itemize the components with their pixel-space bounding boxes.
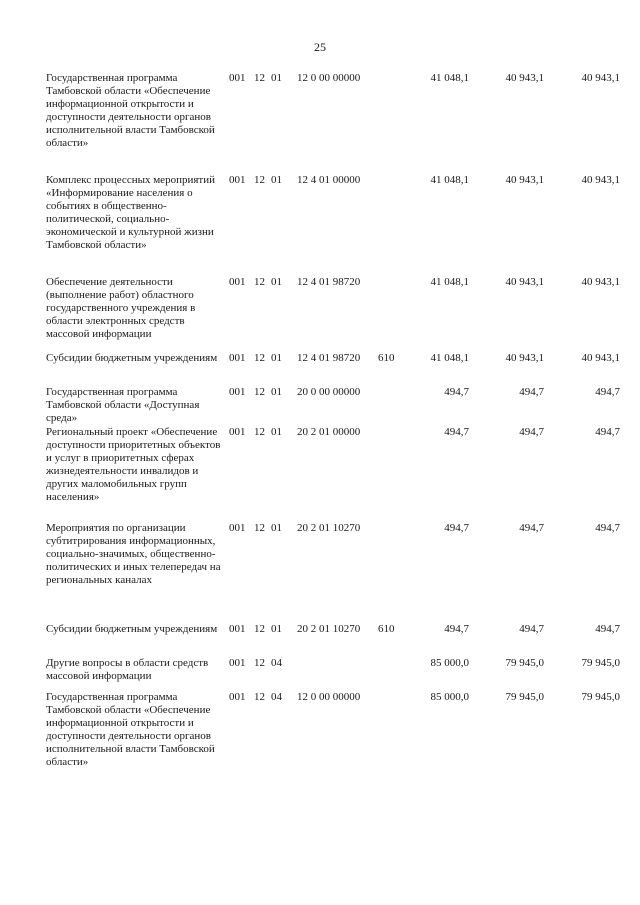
page-number: 25 bbox=[314, 40, 326, 54]
amount-year-1: 41 048,1 bbox=[430, 276, 469, 288]
subsection-code: 01 bbox=[271, 522, 282, 534]
amount-year-3: 494,7 bbox=[595, 426, 620, 438]
subsection-code: 04 bbox=[271, 691, 282, 703]
section-code: 12 bbox=[254, 623, 265, 635]
amount-year-2: 494,7 bbox=[519, 386, 544, 398]
amount-year-2: 494,7 bbox=[519, 426, 544, 438]
table-row bbox=[46, 276, 626, 344]
amount-year-1: 494,7 bbox=[444, 386, 469, 398]
amount-year-3: 79 945,0 bbox=[581, 691, 620, 703]
target-article-code: 12 0 00 00000 bbox=[297, 691, 361, 703]
subsection-code: 01 bbox=[271, 276, 282, 288]
ministry-code: 001 bbox=[229, 174, 246, 186]
row-name: Региональный проект «Обеспечение доступности приоритетных объектов и услуг в приоритетных сферах жизнедеятельности инвалидов и других маломобильных групп населения» bbox=[46, 426, 221, 503]
ministry-code: 001 bbox=[229, 352, 246, 364]
section-code: 12 bbox=[254, 426, 265, 438]
section-code: 12 bbox=[254, 352, 265, 364]
amount-year-1: 85 000,0 bbox=[430, 657, 469, 669]
amount-year-1: 41 048,1 bbox=[430, 72, 469, 84]
table-row bbox=[46, 691, 626, 785]
row-name: Государственная программа Тамбовской области «Обеспечение информационной открытости и доступности деятельности органов исполнительной власти Тамбовской области» bbox=[46, 72, 215, 149]
row-name: Государственная программа Тамбовской области «Доступная среда» bbox=[46, 386, 200, 424]
section-code: 12 bbox=[254, 657, 265, 669]
amount-year-1: 494,7 bbox=[444, 426, 469, 438]
table-row bbox=[46, 174, 626, 268]
ministry-code: 001 bbox=[229, 657, 246, 669]
row-name: Другие вопросы в области средств массовой информации bbox=[46, 657, 209, 682]
target-article-code: 20 0 00 00000 bbox=[297, 386, 361, 398]
table-row bbox=[46, 386, 626, 424]
subsection-code: 01 bbox=[271, 72, 282, 84]
target-article-code: 12 0 00 00000 bbox=[297, 72, 361, 84]
amount-year-3: 79 945,0 bbox=[581, 657, 620, 669]
row-name: Субсидии бюджетным учреждениям bbox=[46, 352, 218, 364]
amount-year-3: 494,7 bbox=[595, 522, 620, 534]
table-row bbox=[46, 352, 626, 378]
amount-year-3: 40 943,1 bbox=[581, 276, 620, 288]
subsection-code: 04 bbox=[271, 657, 282, 669]
subsection-code: 01 bbox=[271, 352, 282, 364]
amount-year-1: 41 048,1 bbox=[430, 174, 469, 186]
target-article-code: 20 2 01 10270 bbox=[297, 623, 361, 635]
row-name: Мероприятия по организации субтитрирования информационных, социально-значимых, общественно-политических и иных телепередач на региональных каналах bbox=[46, 522, 221, 586]
ministry-code: 001 bbox=[229, 522, 246, 534]
amount-year-3: 40 943,1 bbox=[581, 174, 620, 186]
section-code: 12 bbox=[254, 174, 265, 186]
section-code: 12 bbox=[254, 386, 265, 398]
table-row bbox=[46, 72, 626, 166]
target-article-code: 12 4 01 00000 bbox=[297, 174, 361, 186]
table-row bbox=[46, 623, 626, 649]
subsection-code: 01 bbox=[271, 386, 282, 398]
amount-year-2: 40 943,1 bbox=[505, 352, 544, 364]
amount-year-2: 40 943,1 bbox=[505, 174, 544, 186]
table-row bbox=[46, 426, 626, 514]
amount-year-2: 40 943,1 bbox=[505, 276, 544, 288]
ministry-code: 001 bbox=[229, 426, 246, 438]
section-code: 12 bbox=[254, 276, 265, 288]
ministry-code: 001 bbox=[229, 72, 246, 84]
amount-year-3: 40 943,1 bbox=[581, 352, 620, 364]
amount-year-3: 40 943,1 bbox=[581, 72, 620, 84]
budget-table bbox=[46, 72, 626, 793]
section-code: 12 bbox=[254, 72, 265, 84]
amount-year-1: 41 048,1 bbox=[430, 352, 469, 364]
amount-year-1: 85 000,0 bbox=[430, 691, 469, 703]
amount-year-2: 494,7 bbox=[519, 623, 544, 635]
section-code: 12 bbox=[254, 522, 265, 534]
amount-year-2: 494,7 bbox=[519, 522, 544, 534]
target-article-code: 12 4 01 98720 bbox=[297, 276, 361, 288]
amount-year-3: 494,7 bbox=[595, 623, 620, 635]
row-name: Комплекс процессных мероприятий «Информирование населения о событиях в общественно-политической, социально-экономической и культурной жизни Тамбовской области» bbox=[46, 174, 215, 251]
row-name: Обеспечение деятельности (выполнение работ) областного государственного учреждения в области электронных средств массовой информации bbox=[46, 276, 196, 340]
row-name: Субсидии бюджетным учреждениям bbox=[46, 623, 218, 635]
subsection-code: 01 bbox=[271, 623, 282, 635]
amount-year-1: 494,7 bbox=[444, 522, 469, 534]
amount-year-3: 494,7 bbox=[595, 386, 620, 398]
target-article-code: 20 2 01 10270 bbox=[297, 522, 361, 534]
table-row bbox=[46, 657, 626, 683]
section-code: 12 bbox=[254, 691, 265, 703]
table-row bbox=[46, 522, 626, 615]
ministry-code: 001 bbox=[229, 623, 246, 635]
amount-year-2: 40 943,1 bbox=[505, 72, 544, 84]
expense-type-code: 610 bbox=[378, 623, 395, 635]
subsection-code: 01 bbox=[271, 426, 282, 438]
target-article-code: 20 2 01 00000 bbox=[297, 426, 361, 438]
target-article-code: 12 4 01 98720 bbox=[297, 352, 361, 364]
amount-year-1: 494,7 bbox=[444, 623, 469, 635]
expense-type-code: 610 bbox=[378, 352, 395, 364]
subsection-code: 01 bbox=[271, 174, 282, 186]
row-name: Государственная программа Тамбовской области «Обеспечение информационной открытости и доступности деятельности органов исполнительной власти Тамбовской области» bbox=[46, 691, 215, 768]
ministry-code: 001 bbox=[229, 276, 246, 288]
ministry-code: 001 bbox=[229, 691, 246, 703]
ministry-code: 001 bbox=[229, 386, 246, 398]
amount-year-2: 79 945,0 bbox=[505, 657, 544, 669]
amount-year-2: 79 945,0 bbox=[505, 691, 544, 703]
